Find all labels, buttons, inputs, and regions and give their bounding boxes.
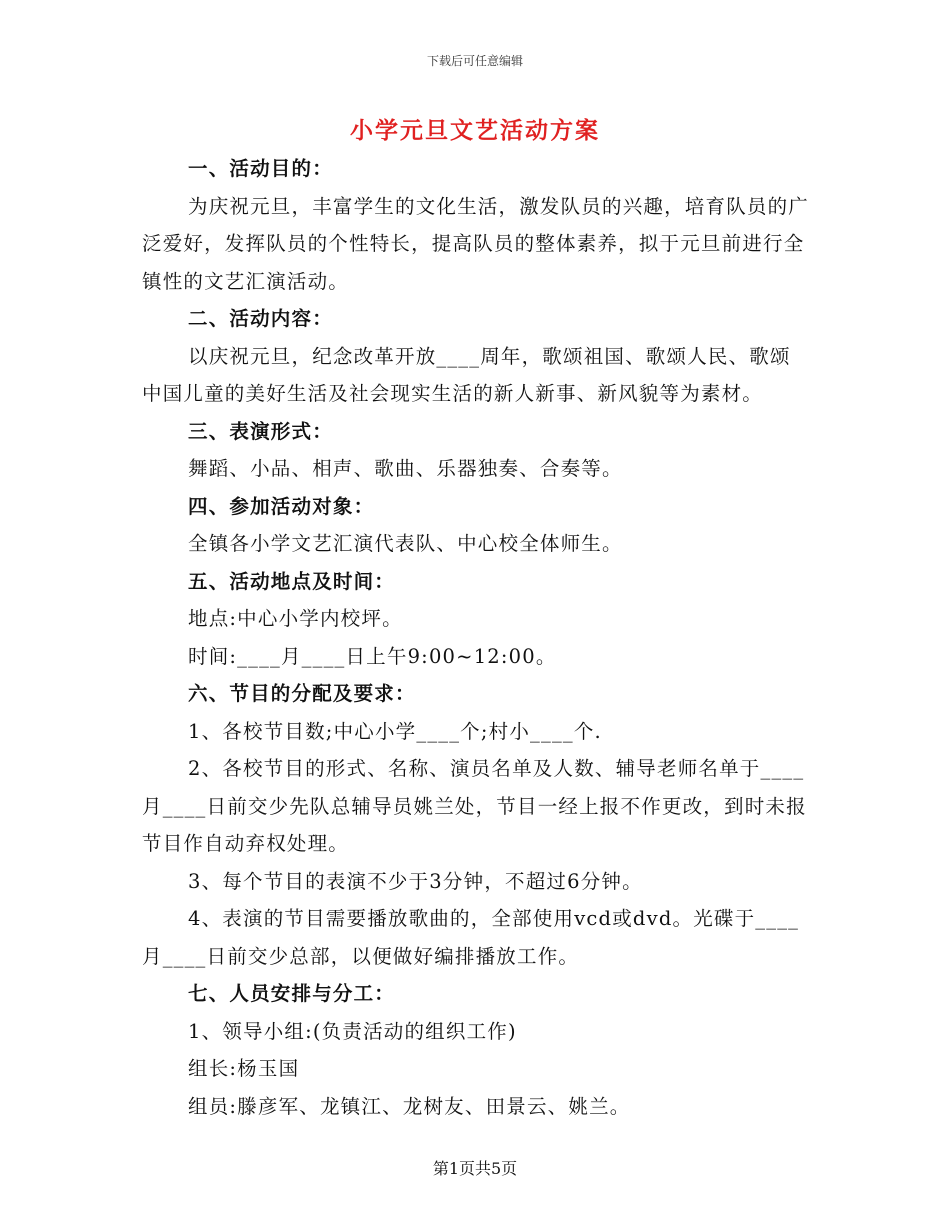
paragraph-forms: 舞蹈、小品、相声、歌曲、乐器独奏、合奏等。	[188, 457, 623, 480]
document-body	[142, 150, 810, 1125]
section-heading-staffing: 七、人员安排与分工：	[188, 982, 396, 1005]
paragraph-venue: 地点:中心小学内校坪。	[188, 607, 403, 630]
paragraph-requirement-2: 2、各校节目的形式、名称、演员名单及人数、辅导老师名单于____月____日前交少先队总辅导员姚兰处，节目一经上报不作更改，到时未报节目作自动弃权处理。	[142, 757, 807, 855]
section-heading-program-allocation: 六、节目的分配及要求：	[188, 682, 416, 705]
paragraph-requirement-3: 3、每个节目的表演不少于3分钟，不超过6分钟。	[188, 869, 643, 893]
header-note: 下载后可任意编辑	[426, 54, 523, 68]
paragraph-time: 时间:____月____日上午9:00~12:00。	[188, 644, 557, 668]
section-heading-content: 二、活动内容：	[188, 307, 333, 330]
section-heading-venue-time: 五、活动地点及时间：	[188, 569, 396, 593]
section-heading-forms: 三、表演形式：	[188, 419, 333, 443]
paragraph-content: 以庆祝元旦，纪念改革开放____周年，歌颂祖国、歌颂人民、歌颂中国儿童的美好生活及社会现实生活的新人新事、新风貌等为素材。	[142, 344, 791, 405]
paragraph-leadership-group: 1、领导小组:(负责活动的组织工作)	[188, 1019, 517, 1043]
page-footer: 第1页共5页	[432, 1159, 518, 1178]
document-title: 小学元旦文艺活动方案	[350, 117, 600, 144]
section-heading-participants: 四、参加活动对象：	[188, 494, 375, 518]
section-heading-purpose: 一、活动目的：	[188, 157, 333, 180]
paragraph-requirement-1: 1、各校节目数;中心小学____个;村小____个.	[188, 719, 602, 743]
paragraph-group-members: 组员:滕彦军、龙镇江、龙树友、田景云、姚兰。	[188, 1094, 631, 1118]
paragraph-purpose: 为庆祝元旦，丰富学生的文化生活，激发队员的兴趣，培育队员的广泛爱好，发挥队员的个性特长，提高队员的整体素养，拟于元旦前进行全镇性的文艺汇演活动。	[142, 194, 810, 293]
paragraph-requirement-4: 4、表演的节目需要播放歌曲的，全部使用vcd或dvd。光碟于____月____日前交少总部，以便做好编排播放工作。	[142, 907, 800, 968]
paragraph-group-leader: 组长:杨玉国	[188, 1057, 300, 1080]
paragraph-participants: 全镇各小学文艺汇演代表队、中心校全体师生。	[188, 532, 623, 555]
